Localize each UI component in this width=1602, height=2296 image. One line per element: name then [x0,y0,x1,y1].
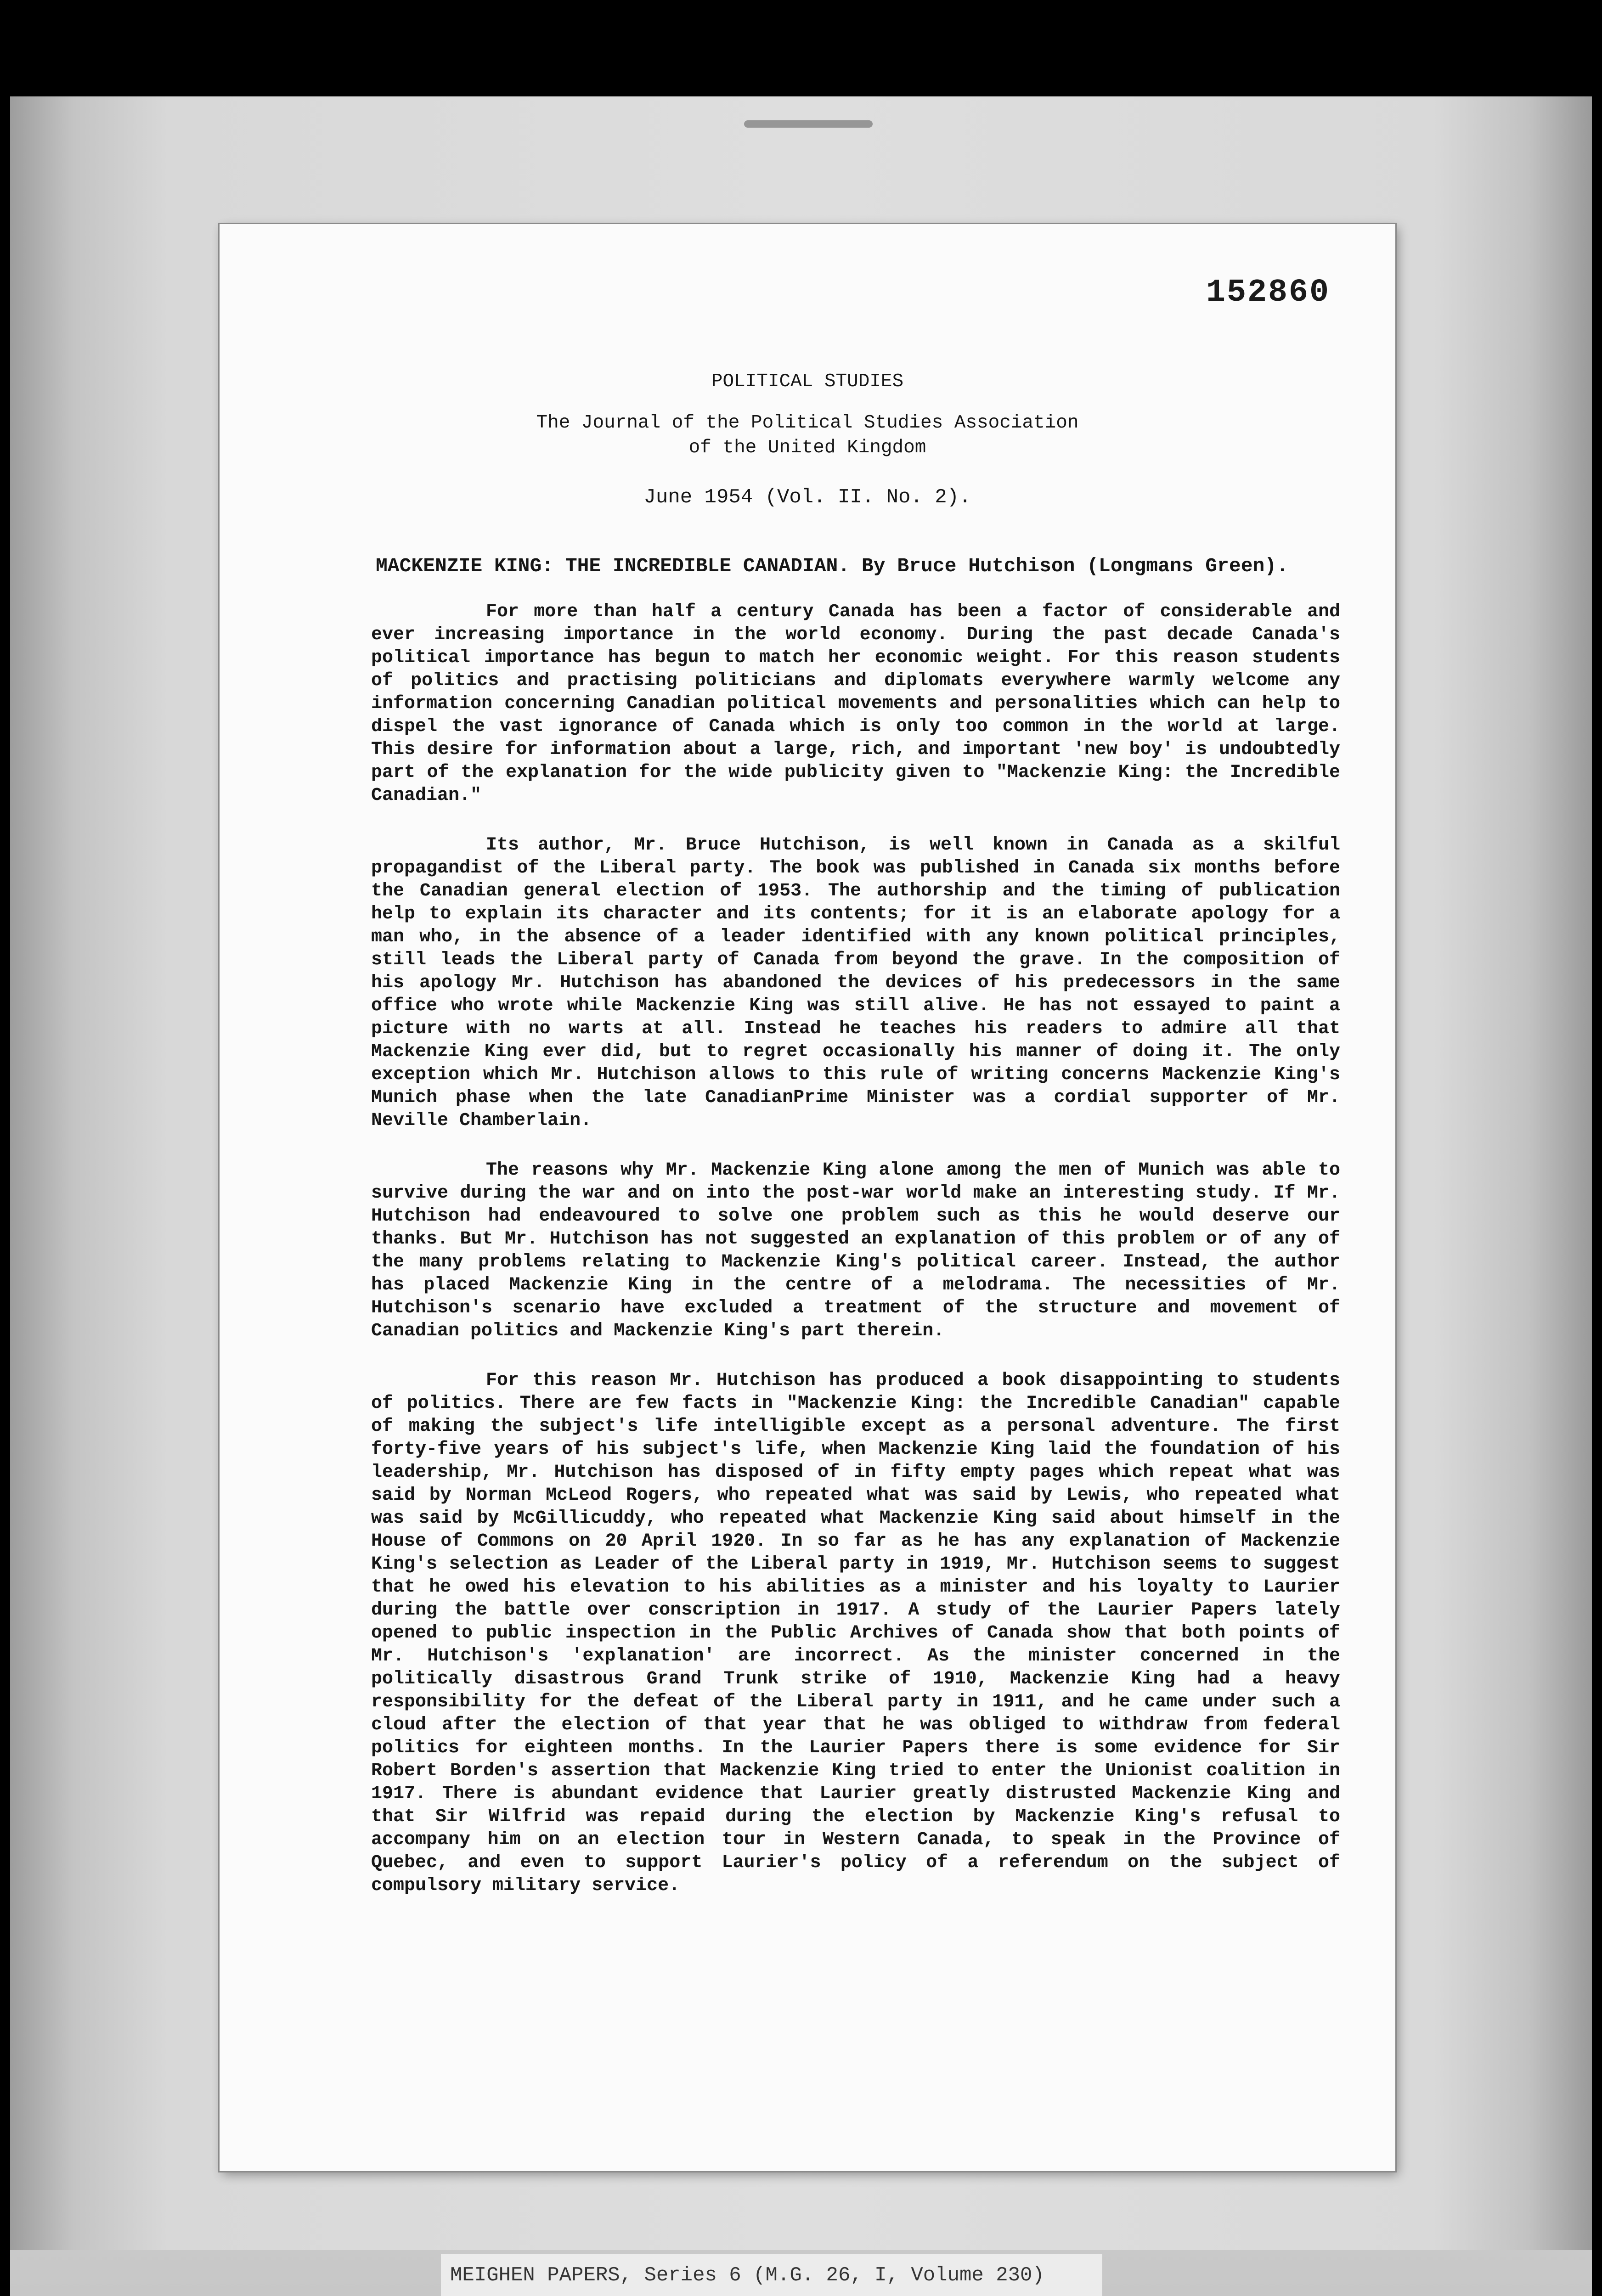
document-number: 152860 [1206,275,1330,311]
journal-subtitle-line-2: of the United Kingdom [688,437,926,458]
paragraph: For more than half a century Canada has been a factor of considerable and ever increasing importance in the world economy. During the past decade Canada's political importance has begun to match her economic weight. For this reason students of politics and practising politicians and diplomats everywhere warmly welcome any information concerning Canadian political movements and personalities which can help to dispel the vast ignorance of Canada which is only too common in the world at large. This desire for information about a large, rich, and important 'new boy' is undoubtedly part of the explanation for the wide publicity given to "Mackenzie King: the Incredible Canadian." [371,602,1340,806]
review-body [371,601,1340,1897]
paragraph: Its author, Mr. Bruce Hutchison, is well known in Canada as a skilful propagandist of the Liberal party. The book was published in Canada six months before the Canadian general election of 1953. The authorship and the timing of publication help to explain its character and its contents; for it is an elaborate apology for a man who, in the absence of a leader identified with any known political principles, still leads the Liberal party of Canada from beyond the grave. In the composition of his apology Mr. Hutchison has abandoned the devices of his predecessors in the same office who wrote while Mackenzie King was still alive. He has not essayed to paint a picture with no warts at all. Instead he teaches his readers to admire all that Mackenzie King ever did, but to regret occasionally his manner of doing it. The only exception which Mr. Hutchison allows to this rule of writing concerns Mackenzie King's Munich phase when the late CanadianPrime Minister was a cordial supporter of Mr. Neville Chamberlain. [371,835,1340,1131]
journal-subtitle-line-1: The Journal of the Political Studies Association [536,412,1079,433]
paragraph: For this reason Mr. Hutchison has produced a book disappointing to students of politics. There are few facts in "Mackenzie King: the Incredible Canadian" capable of making the subject's life intelligible except as a personal adventure. The first forty-five years of his subject's life, when Mackenzie King laid the foundation of his leadership, Mr. Hutchison has disposed of in fifty empty pages which repeat what was said by Norman McLeod Rogers, who repeated what was said by Lewis, who repeated what was said by McGillicuddy, who repeated what Mackenzie King said about himself in the House of Commons on 20 April 1920. In so far as he has any explanation of Mackenzie King's selection as Leader of the Liberal party in 1919, Mr. Hutchison seems to suggest that he owed his elevation to his abilities as a minister and his loyalty to Laurier during the battle over conscription in 1917. A study of the Laurier Papers lately opened to public inspection in the Public Archives of Canada show that both points of Mr. Hutchison's 'explanation' are incorrect. As the minister concerned in the politically disastrous Grand Trunk strike of 1910, Mackenzie King had a heavy responsibility for the defeat of the Liberal party in 1911, and he came under such a cloud after the election of that year that he was obliged to withdraw from federal politics for eighteen months. In the Laurier Papers there is some evidence for Sir Robert Borden's assertion that Mackenzie King tried to enter the Unionist coalition in 1917. There is abundant evidence that Laurier greatly distrusted Mackenzie King and that Sir Wilfrid was repaid during the election by Mackenzie King's refusal to accompany him on an election tour in Western Canada, to speak in the Province of Quebec, and even to support Laurier's policy of a referendum on the subject of compulsory military service. [371,1370,1340,1896]
mount-clip-mark [744,120,873,128]
journal-issue: June 1954 (Vol. II. No. 2). [643,486,971,509]
series-label: MEIGHEN PAPERS, Series 6 (M.G. 26, I, Volume 230) [441,2254,1102,2296]
typed-document-page [220,224,1395,2171]
journal-title: POLITICAL STUDIES [711,371,904,392]
paragraph: The reasons why Mr. Mackenzie King alone among the men of Munich was able to survive during the war and on into the post-war world make an interesting study. If Mr. Hutchison had endeavoured to solve one problem such as this he would deserve our thanks. But Mr. Hutchison has not suggested an explanation of this problem or of any of the many problems relating to Mackenzie King's political career. Instead, the author has placed Mackenzie King in the centre of a melodrama. The necessities of Mr. Hutchison's scenario have excluded a treatment of the structure and movement of Canadian politics and Mackenzie King's part therein. [371,1160,1340,1341]
review-heading: MACKENZIE KING: THE INCREDIBLE CANADIAN. By Bruce Hutchison (Longmans Green). [376,555,1288,577]
